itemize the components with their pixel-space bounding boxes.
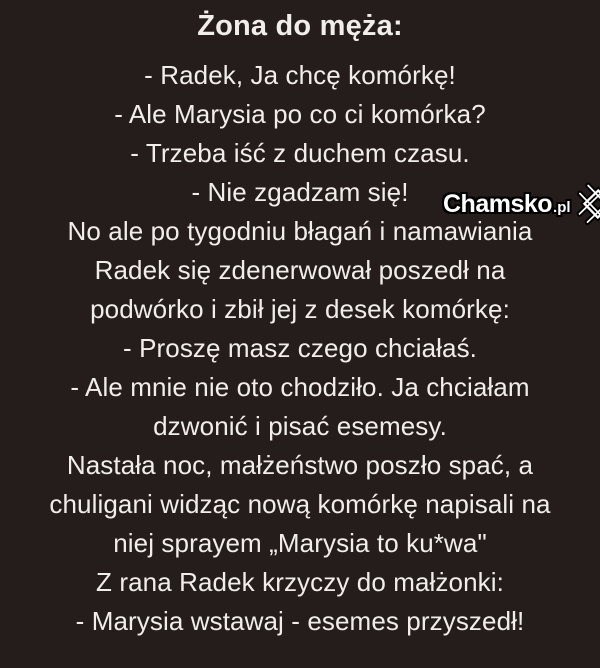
- joke-line: Nastała noc, małżeństwo poszło spać, a: [66, 450, 534, 480]
- joke-line: Radek się zdenerwował poszedł na: [94, 255, 506, 285]
- chamsko-logo-text: [443, 190, 571, 219]
- chamsko-brand: Chamsko: [443, 189, 553, 218]
- joke-line: podwórko i zbił jej z desek komórkę:: [90, 294, 510, 324]
- joke-body: [0, 46, 600, 641]
- chamsko-watermark: [443, 178, 600, 230]
- joke-line: Z rana Radek krzyczy do małżonki:: [96, 567, 504, 597]
- joke-line: - Trzeba iść z duchem czasu.: [130, 138, 470, 168]
- joke-line: dzwonić i pisać esemesy.: [153, 411, 447, 441]
- joke-line: - Ale Marysia po co ci komórka?: [114, 99, 486, 129]
- chamsko-tld: .pl: [553, 198, 571, 216]
- tilted-hash-icon: [575, 178, 600, 230]
- joke-line: niej sprayem „Marysia to ku*wa": [113, 528, 487, 558]
- joke-line: - Radek, Ja chcę komórkę!: [144, 60, 456, 90]
- joke-title: Żona do męża:: [197, 10, 403, 42]
- joke-line: - Marysia wstawaj - esemes przyszedł!: [75, 606, 525, 636]
- joke-line: - Proszę masz czego chciałaś.: [122, 333, 478, 363]
- joke-line: - Ale mnie nie oto chodziło. Ja chciałam: [70, 372, 530, 402]
- joke-line: No ale po tygodniu błagań i namawiania: [67, 216, 533, 246]
- joke-line: - Nie zgadzam się!: [191, 177, 409, 207]
- joke-line: chuligani widząc nową komórkę napisali na: [49, 489, 551, 519]
